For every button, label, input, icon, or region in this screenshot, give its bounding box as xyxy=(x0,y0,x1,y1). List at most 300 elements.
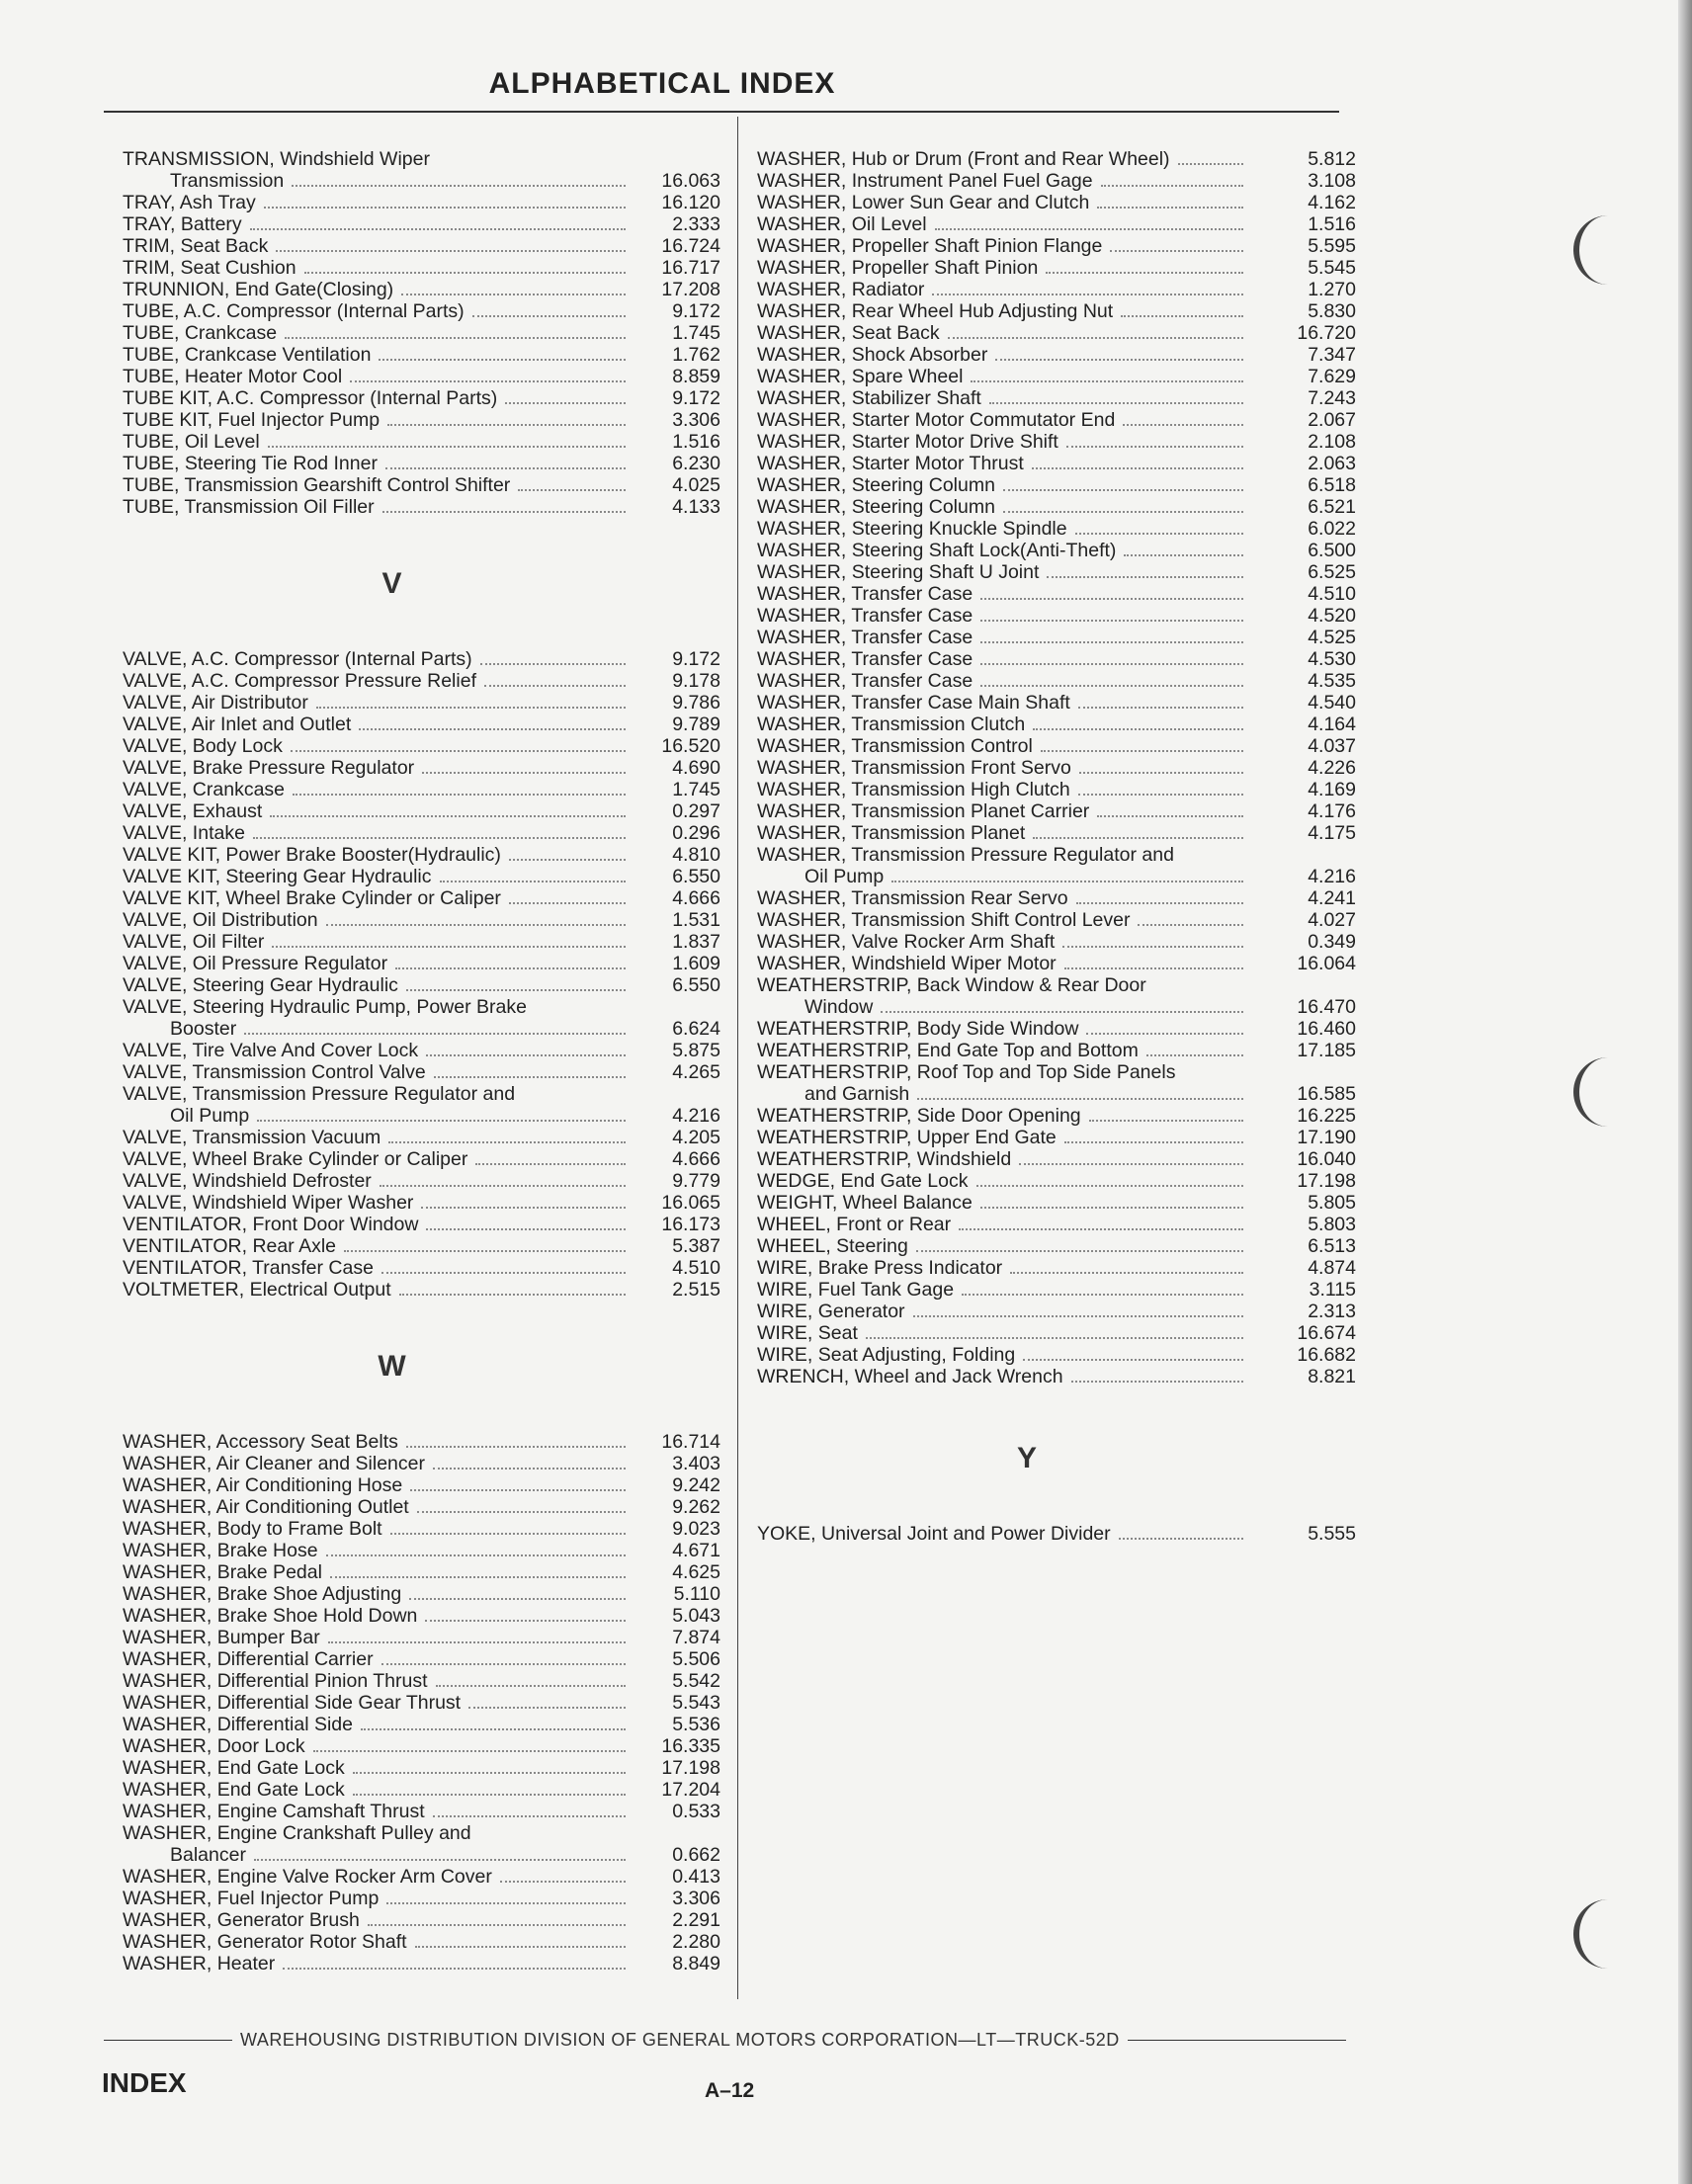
dot-leader xyxy=(1078,707,1243,709)
dot-leader xyxy=(421,1207,626,1209)
entry-page-ref: 4.540 xyxy=(1308,692,1356,714)
entry-name xyxy=(757,1235,1249,1257)
entry-name xyxy=(123,800,632,822)
entry-name-text: VALVE, Oil Distribution xyxy=(123,909,318,931)
index-entry xyxy=(757,213,1356,235)
entry-page-ref: 4.175 xyxy=(1308,822,1356,844)
dot-leader xyxy=(440,881,627,882)
entry-name-text: VALVE, Transmission Control Valve xyxy=(123,1061,426,1083)
entry-name xyxy=(757,453,1249,474)
entry-name xyxy=(123,692,632,714)
entry-page-ref: 4.510 xyxy=(1308,583,1356,605)
entry-name-text: TUBE, Steering Tie Rod Inner xyxy=(123,453,378,474)
entry-name xyxy=(757,561,1249,583)
entry-name-text: TRUNNION, End Gate(Closing) xyxy=(123,279,394,300)
dot-leader xyxy=(350,380,626,382)
index-entry xyxy=(757,1040,1356,1061)
dot-leader xyxy=(509,859,626,861)
entry-name xyxy=(757,953,1249,974)
entry-name xyxy=(757,735,1249,757)
entry-name xyxy=(757,822,1249,844)
entry-name xyxy=(123,844,632,866)
entry-name-text: VALVE, Air Inlet and Outlet xyxy=(123,714,352,735)
index-entry xyxy=(123,670,720,692)
index-entry xyxy=(123,279,720,300)
dot-leader xyxy=(980,663,1243,665)
entry-page-ref: 5.595 xyxy=(1308,235,1356,257)
index-entry xyxy=(123,1931,720,1953)
dot-leader xyxy=(948,337,1243,339)
entry-name-text: WASHER, Steering Knuckle Spindle xyxy=(757,518,1067,540)
entry-name-line1: WEATHERSTRIP, Roof Top and Top Side Panels xyxy=(757,1061,1176,1083)
dot-leader xyxy=(976,1185,1243,1187)
entry-name-line2 xyxy=(757,866,1249,887)
index-entry xyxy=(757,757,1356,779)
page-title: ALPHABETICAL INDEX xyxy=(488,67,836,100)
dot-leader xyxy=(254,1859,626,1861)
index-entry xyxy=(757,822,1356,844)
entry-name xyxy=(123,431,632,453)
entry-page-ref: 4.874 xyxy=(1308,1257,1356,1279)
entry-name-text: WASHER, Brake Hose xyxy=(123,1540,318,1561)
dot-leader xyxy=(1033,728,1243,730)
dot-leader xyxy=(1078,794,1243,796)
index-entry xyxy=(757,1018,1356,1040)
index-entry xyxy=(123,453,720,474)
entry-name-line2 xyxy=(123,1844,632,1866)
entry-page-ref: 17.204 xyxy=(661,1779,720,1801)
entry-name-line1: VALVE, Transmission Pressure Regulator and xyxy=(123,1083,516,1105)
entry-page-ref: 7.874 xyxy=(672,1627,720,1648)
entry-page-ref: 4.265 xyxy=(672,1061,720,1083)
entry-name xyxy=(123,1583,632,1605)
entry-name xyxy=(123,1670,632,1692)
entry-name xyxy=(757,887,1249,909)
index-entry xyxy=(757,1279,1356,1301)
index-entry xyxy=(757,409,1356,431)
index-entry xyxy=(123,714,720,735)
entry-name xyxy=(123,1931,632,1953)
entry-name xyxy=(123,192,632,213)
entry-name-text: WHEEL, Front or Rear xyxy=(757,1214,952,1235)
entry-name-text: WASHER, Differential Carrier xyxy=(123,1648,374,1670)
index-entry xyxy=(123,822,720,844)
entry-name xyxy=(757,279,1249,300)
entry-name xyxy=(757,627,1249,648)
dot-leader xyxy=(268,446,626,448)
entry-name xyxy=(123,1953,632,1974)
entry-name-text: WIRE, Brake Press Indicator xyxy=(757,1257,1003,1279)
entry-page-ref: 17.198 xyxy=(1297,1170,1356,1192)
entry-name-line2 xyxy=(123,1105,632,1127)
index-entry xyxy=(757,1301,1356,1322)
entry-name-text: WASHER, Transmission Shift Control Lever xyxy=(757,909,1131,931)
entry-name xyxy=(123,757,632,779)
dot-leader xyxy=(326,1554,626,1556)
entry-page-ref: 16.063 xyxy=(661,170,720,192)
entry-page-ref: 5.110 xyxy=(673,1583,720,1605)
index-entry xyxy=(123,757,720,779)
entry-name xyxy=(757,1170,1249,1192)
entry-page-ref: 0.349 xyxy=(1308,931,1356,953)
entry-page-ref: 4.133 xyxy=(672,496,720,518)
dot-leader xyxy=(386,1902,626,1904)
index-entry xyxy=(123,257,720,279)
dot-leader xyxy=(913,1315,1243,1317)
entry-name xyxy=(757,648,1249,670)
entry-page-ref: 16.225 xyxy=(1297,1105,1356,1127)
entry-name-text: WASHER, Transfer Case xyxy=(757,583,973,605)
index-entry xyxy=(123,1801,720,1822)
entry-name xyxy=(123,1474,632,1496)
entry-name xyxy=(123,822,632,844)
dot-leader xyxy=(1138,924,1243,926)
index-entry xyxy=(123,496,720,518)
index-entry xyxy=(757,344,1356,366)
entry-page-ref: 2.313 xyxy=(1308,1301,1356,1322)
entry-page-ref: 5.506 xyxy=(672,1648,720,1670)
page-edge-shadow xyxy=(1678,0,1692,2184)
entry-page-ref: 7.243 xyxy=(1308,387,1356,409)
entry-page-ref: 6.500 xyxy=(1308,540,1356,561)
entry-name-text: WASHER, Transfer Case xyxy=(757,648,973,670)
dot-leader xyxy=(1119,1538,1243,1540)
entry-name-text: WASHER, Transmission Clutch xyxy=(757,714,1026,735)
entry-page-ref: 5.875 xyxy=(672,1040,720,1061)
index-entry xyxy=(123,366,720,387)
entry-page-ref: 4.666 xyxy=(672,887,720,909)
entry-name-text: TRIM, Seat Cushion xyxy=(123,257,296,279)
dot-leader xyxy=(472,315,626,317)
entry-name-line1: TRANSMISSION, Windshield Wiper xyxy=(123,148,430,170)
entry-name-text: WASHER, Steering Column xyxy=(757,496,995,518)
entry-page-ref: 9.262 xyxy=(672,1496,720,1518)
entry-page-ref: 0.297 xyxy=(672,800,720,822)
dot-leader xyxy=(1019,1163,1243,1165)
entry-name-text: WASHER, Propeller Shaft Pinion Flange xyxy=(757,235,1103,257)
index-entry xyxy=(757,235,1356,257)
index-entry xyxy=(757,648,1356,670)
entry-page-ref: 5.555 xyxy=(1308,1523,1356,1545)
entry-name xyxy=(123,1279,632,1301)
entry-name-text: WASHER, Brake Pedal xyxy=(123,1561,322,1583)
entry-name xyxy=(757,909,1249,931)
entry-name xyxy=(757,409,1249,431)
entry-name xyxy=(123,931,632,953)
index-entry xyxy=(123,1866,720,1888)
entry-page-ref: 16.173 xyxy=(661,1214,720,1235)
dot-leader xyxy=(293,794,626,796)
entry-name xyxy=(123,279,632,300)
entry-page-ref: 5.043 xyxy=(672,1605,720,1627)
dot-leader xyxy=(253,837,626,839)
entry-page-ref: 2.063 xyxy=(1308,453,1356,474)
dot-leader xyxy=(353,1794,626,1796)
index-entry xyxy=(123,1757,720,1779)
index-entry xyxy=(757,974,1356,1018)
dot-leader xyxy=(1089,1120,1243,1122)
index-entry xyxy=(123,1279,720,1301)
entry-page-ref: 9.178 xyxy=(672,670,720,692)
entry-name xyxy=(123,1605,632,1627)
dot-leader xyxy=(932,294,1243,295)
index-entry xyxy=(123,1692,720,1714)
dot-leader xyxy=(387,424,626,426)
entry-page-ref: 4.216 xyxy=(1308,866,1356,887)
entry-page-ref: 16.585 xyxy=(1297,1083,1356,1105)
entry-page-ref: 5.543 xyxy=(672,1692,720,1714)
footer-rule-left xyxy=(104,2040,232,2041)
entry-name-text: WHEEL, Steering xyxy=(757,1235,908,1257)
entry-name xyxy=(123,1648,632,1670)
entry-name-text: WASHER, Stabilizer Shaft xyxy=(757,387,981,409)
footer-banner xyxy=(104,2030,1354,2051)
entry-name xyxy=(757,1127,1249,1148)
index-entry xyxy=(123,931,720,953)
entry-page-ref: 3.115 xyxy=(1309,1279,1356,1301)
entry-name-text: VALVE KIT, Power Brake Booster(Hydraulic) xyxy=(123,844,501,866)
index-entry xyxy=(757,627,1356,648)
entry-name xyxy=(123,1518,632,1540)
entry-name-line1: WASHER, Engine Crankshaft Pulley and xyxy=(123,1822,471,1844)
entry-name xyxy=(123,974,632,996)
entry-name xyxy=(123,474,632,496)
entry-page-ref: 2.333 xyxy=(672,213,720,235)
index-entry xyxy=(123,1540,720,1561)
section-letter: Y xyxy=(1016,1442,1037,1474)
dot-leader xyxy=(353,1772,626,1774)
entry-name-text: WASHER, Transmission Planet Carrier xyxy=(757,800,1090,822)
entry-name-text: TUBE KIT, A.C. Compressor (Internal Parts) xyxy=(123,387,498,409)
entry-name xyxy=(757,670,1249,692)
entry-name-text: WASHER, Instrument Panel Fuel Gage xyxy=(757,170,1093,192)
entry-name-text: WIRE, Fuel Tank Gage xyxy=(757,1279,955,1301)
entry-name xyxy=(123,1148,632,1170)
index-entry xyxy=(123,648,720,670)
entry-name-continuation: Oil Pump xyxy=(170,1105,250,1127)
entry-name xyxy=(123,779,632,800)
entry-name-text: VENTILATOR, Front Door Window xyxy=(123,1214,419,1235)
entry-page-ref: 9.172 xyxy=(672,300,720,322)
entry-name xyxy=(123,1431,632,1453)
entry-page-ref: 5.536 xyxy=(672,1714,720,1735)
entry-name-text: WASHER, Transmission High Clutch xyxy=(757,779,1070,800)
dot-leader xyxy=(1076,902,1243,904)
section-label: INDEX xyxy=(102,2067,187,2098)
entry-name xyxy=(757,779,1249,800)
entry-page-ref: 2.515 xyxy=(672,1279,720,1301)
entry-name xyxy=(757,1148,1249,1170)
page-number: A–12 xyxy=(705,2079,755,2102)
index-entry xyxy=(123,322,720,344)
entry-page-ref: 4.025 xyxy=(672,474,720,496)
entry-page-ref: 4.525 xyxy=(1308,627,1356,648)
dot-leader xyxy=(1071,1381,1243,1383)
entry-page-ref: 9.242 xyxy=(672,1474,720,1496)
dot-leader xyxy=(422,772,626,774)
entry-name xyxy=(123,1866,632,1888)
entry-name-text: WRENCH, Wheel and Jack Wrench xyxy=(757,1366,1063,1387)
entry-name-text: VALVE, Intake xyxy=(123,822,245,844)
entry-name xyxy=(757,300,1249,322)
index-entry xyxy=(757,561,1356,583)
entry-page-ref: 17.198 xyxy=(661,1757,720,1779)
entry-name-text: WASHER, Accessory Seat Belts xyxy=(123,1431,398,1453)
dot-leader xyxy=(401,294,626,295)
entry-name-text: VALVE, Transmission Vacuum xyxy=(123,1127,381,1148)
entry-page-ref: 16.120 xyxy=(661,192,720,213)
entry-page-ref: 16.724 xyxy=(661,235,720,257)
entry-name-line1: WEATHERSTRIP, Back Window & Rear Door xyxy=(757,974,1146,996)
index-entry xyxy=(123,192,720,213)
entry-page-ref: 1.270 xyxy=(1308,279,1356,300)
dot-leader xyxy=(436,1685,626,1687)
dot-leader xyxy=(1178,163,1243,165)
entry-name-text: WASHER, Transfer Case xyxy=(757,670,973,692)
entry-page-ref: 8.821 xyxy=(1308,1366,1356,1387)
entry-name xyxy=(123,1540,632,1561)
entry-name xyxy=(123,648,632,670)
entry-name xyxy=(757,213,1249,235)
entry-name xyxy=(123,1561,632,1583)
entry-page-ref: 6.525 xyxy=(1308,561,1356,583)
index-entry xyxy=(123,1431,720,1453)
entry-page-ref: 9.172 xyxy=(672,387,720,409)
index-entry xyxy=(123,1127,720,1148)
index-entry xyxy=(123,1779,720,1801)
index-entry xyxy=(123,844,720,866)
entry-page-ref: 16.714 xyxy=(661,1431,720,1453)
dot-leader xyxy=(292,185,626,187)
entry-name-text: VALVE, Wheel Brake Cylinder or Caliper xyxy=(123,1148,468,1170)
entry-page-ref: 16.520 xyxy=(661,735,720,757)
entry-name-line2 xyxy=(123,170,632,192)
index-entry xyxy=(757,322,1356,344)
dot-leader xyxy=(433,1468,626,1470)
entry-name xyxy=(757,1061,1249,1105)
entry-name-continuation: Transmission xyxy=(170,170,285,192)
entry-page-ref: 17.185 xyxy=(1297,1040,1356,1061)
index-entry xyxy=(123,409,720,431)
dot-leader xyxy=(917,1098,1243,1100)
entry-name-line1: VALVE, Steering Hydraulic Pump, Power Brake xyxy=(123,996,527,1018)
dot-leader xyxy=(484,685,626,687)
index-entry xyxy=(757,431,1356,453)
index-entry xyxy=(757,148,1356,170)
entry-name xyxy=(123,1192,632,1214)
entry-name-text: WASHER, Propeller Shaft Pinion xyxy=(757,257,1039,279)
entry-name xyxy=(757,322,1249,344)
entry-name-text: WASHER, Windshield Wiper Motor xyxy=(757,953,1057,974)
index-entry xyxy=(757,1105,1356,1127)
entry-page-ref: 5.545 xyxy=(1308,257,1356,279)
entry-page-ref: 1.516 xyxy=(1308,213,1356,235)
entry-name xyxy=(123,148,632,192)
footer-rule-right xyxy=(1128,2040,1346,2041)
entry-name-text: WASHER, Starter Motor Thrust xyxy=(757,453,1024,474)
index-entry xyxy=(757,605,1356,627)
index-entry xyxy=(123,1561,720,1583)
entry-name-text: WASHER, Oil Level xyxy=(757,213,927,235)
entry-page-ref: 4.164 xyxy=(1308,714,1356,735)
entry-name xyxy=(123,1257,632,1279)
entry-name xyxy=(123,1083,632,1127)
entry-page-ref: 16.460 xyxy=(1297,1018,1356,1040)
index-entry xyxy=(123,1083,720,1127)
dot-leader xyxy=(285,337,626,339)
entry-name-text: VALVE, Steering Gear Hydraulic xyxy=(123,974,398,996)
entry-page-ref: 4.205 xyxy=(672,1127,720,1148)
entry-name-text: TUBE KIT, Fuel Injector Pump xyxy=(123,409,381,431)
entry-name-text: TUBE, A.C. Compressor (Internal Parts) xyxy=(123,300,465,322)
index-entry xyxy=(757,1322,1356,1344)
index-entry xyxy=(757,257,1356,279)
entry-name xyxy=(123,387,632,409)
entry-name-text: WASHER, Brake Shoe Hold Down xyxy=(123,1605,418,1627)
entry-name-text: WASHER, Air Conditioning Hose xyxy=(123,1474,403,1496)
index-entry xyxy=(757,192,1356,213)
index-entry xyxy=(757,887,1356,909)
entry-name-text: WASHER, Bumper Bar xyxy=(123,1627,320,1648)
dot-leader xyxy=(1003,489,1243,491)
index-entry xyxy=(123,1170,720,1192)
index-entry xyxy=(123,1257,720,1279)
entry-name xyxy=(123,496,632,518)
dot-leader xyxy=(1064,1141,1243,1143)
dot-leader xyxy=(425,1620,626,1622)
dot-leader xyxy=(1064,967,1243,969)
entry-page-ref: 4.530 xyxy=(1308,648,1356,670)
entry-name-text: WASHER, Generator Rotor Shaft xyxy=(123,1931,407,1953)
entry-page-ref: 6.624 xyxy=(672,1018,720,1040)
entry-name-text: WASHER, Fuel Injector Pump xyxy=(123,1888,380,1909)
entry-name-text: WASHER, End Gate Lock xyxy=(123,1757,345,1779)
entry-page-ref: 6.550 xyxy=(672,974,720,996)
dot-leader xyxy=(276,250,626,252)
entry-name-text: VENTILATOR, Transfer Case xyxy=(123,1257,374,1279)
entry-page-ref: 9.789 xyxy=(672,714,720,735)
dot-leader xyxy=(468,1707,626,1709)
entry-name-text: VALVE, A.C. Compressor (Internal Parts) xyxy=(123,648,472,670)
dot-leader xyxy=(989,402,1243,404)
index-entry xyxy=(123,1474,720,1496)
index-entry xyxy=(757,1214,1356,1235)
entry-page-ref: 9.786 xyxy=(672,692,720,714)
dot-leader xyxy=(291,750,626,752)
dot-leader xyxy=(304,272,626,274)
dot-leader xyxy=(426,1228,626,1230)
entry-name-continuation: Booster xyxy=(170,1018,237,1040)
entry-name xyxy=(123,1496,632,1518)
entry-page-ref: 16.682 xyxy=(1297,1344,1356,1366)
entry-page-ref: 2.280 xyxy=(672,1931,720,1953)
entry-name-text: WASHER, Generator Brush xyxy=(123,1909,360,1931)
entry-name-text: WASHER, Starter Motor Drive Shift xyxy=(757,431,1058,453)
dot-leader xyxy=(1023,1359,1243,1361)
binder-hole-mark xyxy=(1573,1057,1609,1127)
dot-leader xyxy=(891,881,1243,882)
dot-leader xyxy=(399,1294,626,1296)
dot-leader xyxy=(866,1337,1243,1339)
dot-leader xyxy=(1086,1033,1243,1035)
entry-name-text: WEATHERSTRIP, Upper End Gate xyxy=(757,1127,1057,1148)
entry-name-text: WASHER, Radiator xyxy=(757,279,925,300)
entry-name xyxy=(757,583,1249,605)
entry-page-ref: 1.745 xyxy=(672,779,720,800)
dot-leader xyxy=(1047,576,1243,578)
entry-name-text: WASHER, Valve Rocker Arm Shaft xyxy=(757,931,1056,953)
entry-name xyxy=(757,518,1249,540)
